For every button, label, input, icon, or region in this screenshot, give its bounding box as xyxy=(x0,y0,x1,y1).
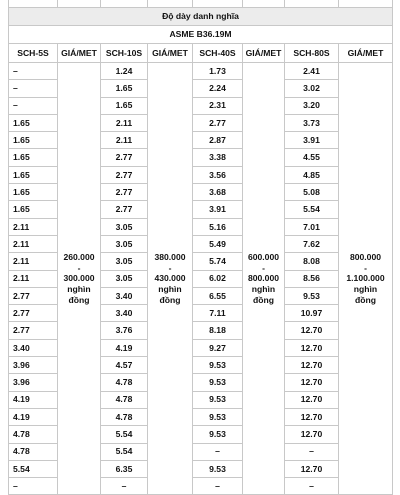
thickness-cell: 7.62 xyxy=(285,235,339,252)
thickness-cell: 1.65 xyxy=(9,149,58,166)
thickness-cell: 2.77 xyxy=(9,305,58,322)
thickness-cell: 2.77 xyxy=(101,149,148,166)
thickness-cell: 5.54 xyxy=(101,443,148,460)
thickness-cell: 9.53 xyxy=(193,357,243,374)
price-line: đồng xyxy=(159,294,181,305)
table-title: Độ dày danh nghĩa xyxy=(9,8,393,26)
thickness-cell: 3.05 xyxy=(101,253,148,270)
price-line: nghìn xyxy=(158,284,182,295)
thickness-cell: 3.56 xyxy=(193,166,243,183)
price-line: - xyxy=(364,262,367,273)
thickness-cell: 3.68 xyxy=(193,184,243,201)
table-cell xyxy=(101,0,148,8)
thickness-cell: 12.70 xyxy=(285,374,339,391)
price-line: - xyxy=(262,262,265,273)
header-price: GIÁ/MET xyxy=(148,44,193,63)
thickness-cell: 4.85 xyxy=(285,166,339,183)
thickness-cell: 9.53 xyxy=(193,426,243,443)
thickness-cell: 9.53 xyxy=(193,460,243,477)
table-cell xyxy=(339,0,393,8)
thickness-cell: 2.77 xyxy=(101,201,148,218)
thickness-cell: 3.91 xyxy=(193,201,243,218)
thickness-cell: 1.65 xyxy=(9,132,58,149)
thickness-cell: 2.77 xyxy=(101,184,148,201)
price-line: 800.000 xyxy=(247,273,280,284)
thickness-cell: 1.73 xyxy=(193,63,243,80)
header-price: GIÁ/MET xyxy=(58,44,101,63)
thickness-cell: 5.16 xyxy=(193,218,243,235)
thickness-cell: 2.41 xyxy=(285,63,339,80)
thickness-cell: 7.11 xyxy=(193,305,243,322)
price-line: nghìn xyxy=(353,284,378,295)
thickness-cell: – xyxy=(285,478,339,495)
header-price: GIÁ/MET xyxy=(243,44,285,63)
thickness-cell: 12.70 xyxy=(285,460,339,477)
thickness-cell: 1.65 xyxy=(9,184,58,201)
table-cell xyxy=(193,0,243,8)
price-cell xyxy=(148,63,193,495)
thickness-cell: – xyxy=(101,478,148,495)
header-sch5s: SCH-5S xyxy=(9,44,58,63)
thickness-cell: – xyxy=(193,478,243,495)
thickness-cell: 3.40 xyxy=(9,339,58,356)
thickness-cell: 4.19 xyxy=(9,408,58,425)
table-subtitle: ASME B36.19M xyxy=(9,26,393,44)
thickness-cell: 6.02 xyxy=(193,270,243,287)
price-line: đồng xyxy=(355,294,376,305)
thickness-cell: 2.87 xyxy=(193,132,243,149)
thickness-cell: 3.05 xyxy=(101,218,148,235)
thickness-cell: 4.78 xyxy=(9,443,58,460)
price-line: 800.000 xyxy=(349,251,382,262)
thickness-cell: 3.05 xyxy=(101,270,148,287)
header-sch10s: SCH-10S xyxy=(101,44,148,63)
header-row xyxy=(9,44,393,63)
thickness-cell: 1.65 xyxy=(9,166,58,183)
thickness-cell: 5.08 xyxy=(285,184,339,201)
thickness-cell: 4.19 xyxy=(101,339,148,356)
thickness-cell: – xyxy=(285,443,339,460)
thickness-cell: 3.38 xyxy=(193,149,243,166)
thickness-cell: 3.40 xyxy=(101,305,148,322)
header-sch40s: SCH-40S xyxy=(193,44,243,63)
thickness-cell: – xyxy=(9,63,58,80)
thickness-cell: 1.65 xyxy=(9,114,58,131)
thickness-cell: 4.78 xyxy=(9,426,58,443)
subtitle-row xyxy=(9,26,393,44)
price-line: 1.100.000 xyxy=(346,273,385,284)
thickness-cell: 9.53 xyxy=(193,391,243,408)
thickness-cell: 3.73 xyxy=(285,114,339,131)
thickness-cell: 2.11 xyxy=(9,270,58,287)
thickness-cell: 1.65 xyxy=(9,201,58,218)
thickness-cell: 1.65 xyxy=(101,97,148,114)
table-cell xyxy=(243,0,285,8)
thickness-cell: 3.40 xyxy=(101,287,148,304)
thickness-cell: 8.56 xyxy=(285,270,339,287)
thickness-cell: 4.78 xyxy=(101,374,148,391)
price-line: - xyxy=(77,262,81,273)
thickness-cell: 3.76 xyxy=(101,322,148,339)
thickness-cell: – xyxy=(9,97,58,114)
thickness-cell: – xyxy=(9,478,58,495)
price-line: nghìn xyxy=(67,284,91,295)
thickness-cell: 4.19 xyxy=(9,391,58,408)
price-line: 430.000 xyxy=(154,273,186,284)
thickness-cell: 2.24 xyxy=(193,80,243,97)
price-cell xyxy=(243,63,285,495)
thickness-cell: 12.70 xyxy=(285,322,339,339)
thickness-cell: 2.77 xyxy=(193,114,243,131)
thickness-cell: 4.55 xyxy=(285,149,339,166)
thickness-cell: 9.53 xyxy=(193,408,243,425)
table-cell xyxy=(9,0,58,8)
thickness-cell: 3.02 xyxy=(285,80,339,97)
thickness-cell: 1.65 xyxy=(101,80,148,97)
price-line: 300.000 xyxy=(63,273,95,284)
thickness-cell: 5.54 xyxy=(101,426,148,443)
price-line: 260.000 xyxy=(63,251,95,262)
thickness-cell: 1.24 xyxy=(101,63,148,80)
thickness-cell: 6.55 xyxy=(193,287,243,304)
price-line: 380.000 xyxy=(154,251,186,262)
thickness-cell: 9.27 xyxy=(193,339,243,356)
thickness-cell: 12.70 xyxy=(285,426,339,443)
thickness-cell: 2.31 xyxy=(193,97,243,114)
table-cell xyxy=(148,0,193,8)
thickness-cell: 8.18 xyxy=(193,322,243,339)
thickness-cell: 12.70 xyxy=(285,339,339,356)
thickness-cell: – xyxy=(193,443,243,460)
thickness-cell: 2.11 xyxy=(101,114,148,131)
table-row xyxy=(9,63,393,80)
title-row xyxy=(9,8,393,26)
table-cell xyxy=(58,0,101,8)
thickness-cell: 2.11 xyxy=(9,218,58,235)
thickness-cell: 5.49 xyxy=(193,235,243,252)
thickness-cell: 2.77 xyxy=(9,287,58,304)
thickness-cell: 4.78 xyxy=(101,408,148,425)
thickness-table xyxy=(8,0,393,495)
header-price: GIÁ/MET xyxy=(339,44,393,63)
thickness-cell: 3.96 xyxy=(9,374,58,391)
thickness-cell: 3.05 xyxy=(101,235,148,252)
thickness-cell: 6.35 xyxy=(101,460,148,477)
thickness-cell: 5.54 xyxy=(9,460,58,477)
thickness-cell: 12.70 xyxy=(285,408,339,425)
header-sch80s: SCH-80S xyxy=(285,44,339,63)
thickness-cell: – xyxy=(9,80,58,97)
thickness-cell: 3.20 xyxy=(285,97,339,114)
price-cell xyxy=(339,63,393,495)
price-line: 600.000 xyxy=(247,251,280,262)
thickness-cell: 4.57 xyxy=(101,357,148,374)
thickness-cell: 5.54 xyxy=(285,201,339,218)
price-line: nghìn xyxy=(251,284,276,295)
thickness-cell: 3.91 xyxy=(285,132,339,149)
thickness-cell: 9.53 xyxy=(285,287,339,304)
thickness-cell: 2.11 xyxy=(9,253,58,270)
thickness-cell: 4.78 xyxy=(101,391,148,408)
thickness-cell: 12.70 xyxy=(285,357,339,374)
thickness-cell: 9.53 xyxy=(193,374,243,391)
price-line: đồng xyxy=(253,294,274,305)
thickness-cell: 12.70 xyxy=(285,391,339,408)
price-line: - xyxy=(168,262,172,273)
thickness-cell: 8.08 xyxy=(285,253,339,270)
thickness-cell: 3.96 xyxy=(9,357,58,374)
thickness-cell: 2.77 xyxy=(101,166,148,183)
price-cell xyxy=(58,63,101,495)
thickness-cell: 5.74 xyxy=(193,253,243,270)
thickness-cell: 2.11 xyxy=(101,132,148,149)
thickness-cell: 2.11 xyxy=(9,235,58,252)
table-top-row xyxy=(9,0,393,8)
table-cell xyxy=(285,0,339,8)
thickness-cell: 2.77 xyxy=(9,322,58,339)
price-line: đồng xyxy=(68,294,90,305)
thickness-cell: 10.97 xyxy=(285,305,339,322)
thickness-cell: 7.01 xyxy=(285,218,339,235)
